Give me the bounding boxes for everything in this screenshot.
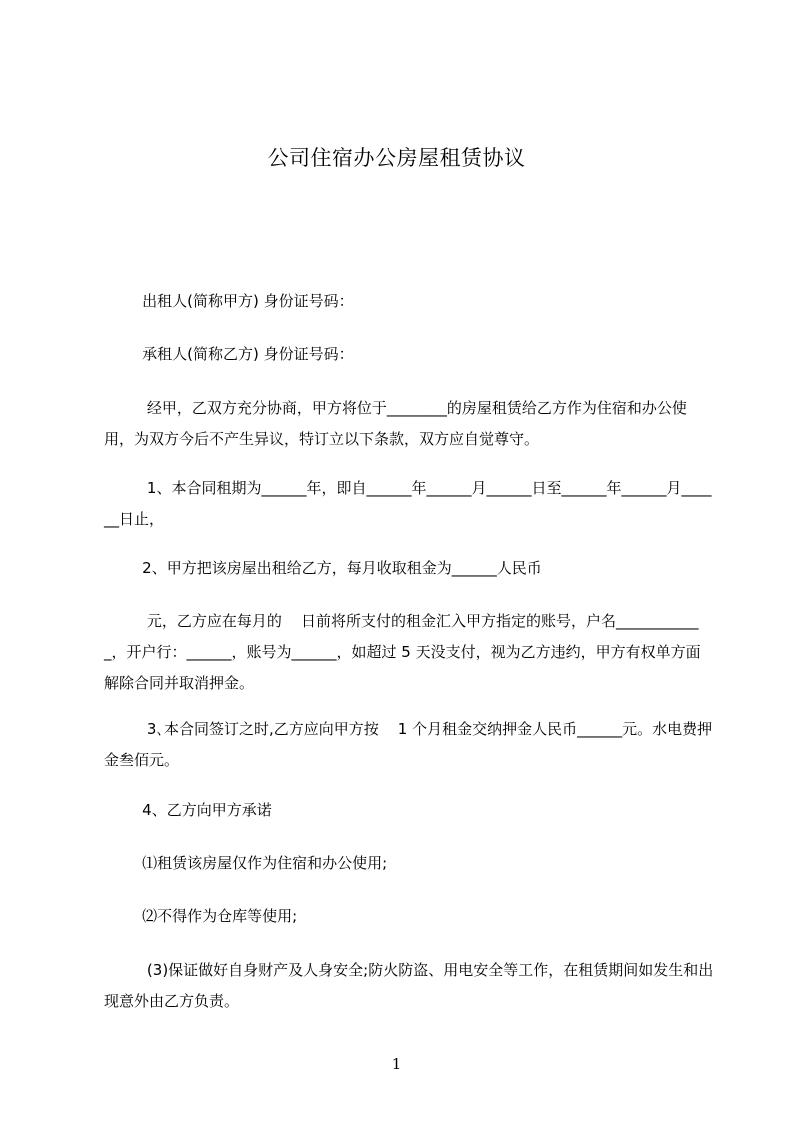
clause-1-term: 1、本合同租期为______年，即自______年______月______日至______年______月______日止， [104,479,712,528]
clause-3-deposit: 3､本合同签订之时,乙方应向甲方按 1 个月租金交纳押金人民币______元。水电费押金叁佰元。 [104,720,713,769]
page-number: 1 [391,1055,402,1073]
document-title: 公司住宿办公房屋租赁协议 [267,146,526,170]
clause-2-payment-details: 元，乙方应在每月的 日前将所支付的租金汇入甲方指定的账号，户名____________，开户行：______，账号为______，如超过 5 天没支付，视为乙方违约，甲方有权单方面解除合同并取消押金。 [104,612,701,692]
clause-2-rent: 2、甲方把该房屋出租给乙方，每月收取租金为______人民币 [104,559,542,577]
lessee-line: 承租人(简称乙方) 身份证号码： [104,345,354,363]
intro-paragraph: 经甲，乙双方充分协商，甲方将位于________的房屋租赁给乙方作为住宿和办公使用，为双方今后不产生异议，特订立以下条款，双方应自觉尊守。 [104,399,687,448]
clause-4-heading: 4、乙方向甲方承诺 [104,801,272,819]
clause-4-item-2: ⑵不得作为仓库等使用; [104,907,298,925]
lessor-line: 出租人(简称甲方) 身份证号码： [104,292,354,310]
clause-4-item-1: ⑴租赁该房屋仅作为住宿和办公使用; [104,854,388,872]
clause-4-item-3: (3)保证做好自身财产及人身安全;防火防盗、用电安全等工作，在租赁期间如发生和出现意外由乙方负责。 [104,961,714,1010]
